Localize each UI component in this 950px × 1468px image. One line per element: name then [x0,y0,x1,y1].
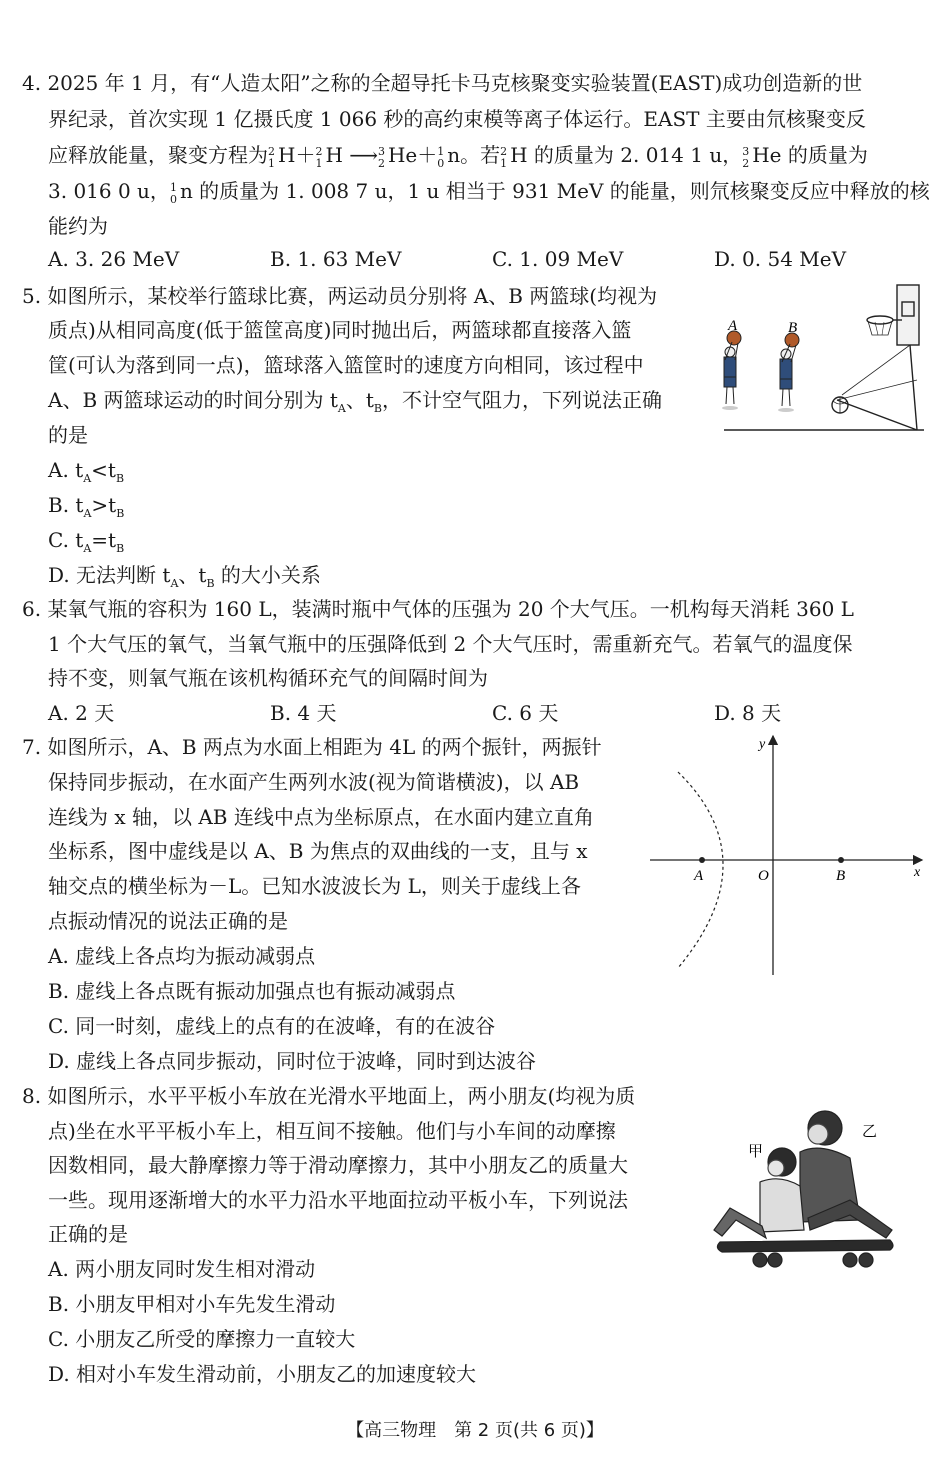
q7-option-a[interactable]: A. 虚线上各点均为振动减弱点 [48,944,316,968]
q6-line-2: 1 个大气压的氧气，当氧气瓶中的压强降低到 2 个大气压时，需重新充气。若氧气的温度保 [48,632,853,656]
q4-option-a[interactable]: A. 3. 26 MeV [48,247,180,271]
q7-line-6: 点振动情况的说法正确的是 [48,909,288,933]
point-b-label: B [836,868,846,884]
page-footer: 【高三物理 第 2 页(共 6 页)】 [346,1420,604,1441]
q4-option-c[interactable]: C. 1. 09 MeV [492,247,624,271]
origin-label: O [758,868,769,884]
q6-line-1: 6. 某氧气瓶的容积为 160 L，装满时瓶中气体的压强为 20 个大气压。一机构每天消耗 360 L [22,597,854,621]
q5-line-3: 筐(可认为落到同一点)，篮球落入篮筐时的速度方向相同，该过程中 [48,353,644,377]
q6-option-b[interactable]: B. 4 天 [270,701,337,725]
q7-line-3: 连线为 x 轴，以 AB 连线中点为坐标原点，在水面内建立直角 [48,805,594,829]
q8-line-3: 因数相同，最大静摩擦力等于滑动摩擦力，其中小朋友乙的质量大 [48,1153,628,1177]
q5-option-a[interactable]: A. $t_A<t_B$ [48,458,125,485]
figure-label-b: B [788,320,798,336]
q4-option-d[interactable]: D. 0. 54 MeV [714,247,847,271]
q5-line-2: 质点)从相同高度(低于篮筐高度)同时抛出后，两篮球都直接落入篮 [48,318,632,342]
kids-on-cart-figure [700,1090,900,1280]
hyperbola-figure [640,730,940,980]
q5-option-b[interactable]: B. $t_A>t_B$ [48,493,125,520]
label-yi: 乙 [862,1124,878,1140]
q8-option-a[interactable]: A. 两小朋友同时发生相对滑动 [48,1257,316,1281]
q7-line-5: 轴交点的横坐标为－L。已知水波波长为 L，则关于虚线上各 [48,874,581,898]
label-jia: 甲 [748,1144,764,1160]
q8-option-b[interactable]: B. 小朋友甲相对小车先发生滑动 [48,1292,336,1316]
q8-line-4: 一些。现用逐渐增大的水平力沿水平地面拉动平板小车，下列说法 [48,1188,628,1212]
q5-line-5: 的是 [48,423,88,447]
q8-line-1: 8. 如图所示，水平平板小车放在光滑水平地面上，两小朋友(均视为质 [22,1084,636,1108]
q4-line-1: 4. 2025 年 1 月，有“人造太阳”之称的全超导托卡马克核聚变实验装置(EAST)成功创造新的世 [22,71,863,95]
q5-line-1: 5. 如图所示，某校举行篮球比赛，两运动员分别将 A、B 两篮球(均视为 [22,284,658,308]
figure-label-a: A [728,318,738,334]
point-a-label: A [694,868,704,884]
q5-line-4: A、B 两篮球运动的时间分别为 $t_A$、$t_B$，不计空气阻力，下列说法正确 [48,388,662,415]
q4-line-3: 应释放能量，聚变方程为 2 1 H＋ 2 1 H ⟶ 3 2 He＋ 1 0 n。若 2 1 H 的质量为 2. 014 1 u， 3 2 He 的质量为 [48,143,868,170]
y-axis-label: y [759,737,766,752]
point-a [699,857,705,863]
q4-line-2: 界纪录，首次实现 1 亿摄氏度 1 066 秒的高约束模等离子体运行。EAST 主要由氘核聚变反 [48,107,866,131]
x-axis-label: x [914,865,921,880]
q7-line-4: 坐标系，图中虚线是以 A、B 为焦点的双曲线的一支，且与 x [48,839,588,863]
player-a [722,331,741,410]
player-b [778,333,799,412]
q8-line-2: 点)坐在水平平板小车上，相互间不接触。他们与小车间的动摩擦 [48,1119,616,1143]
q7-option-c[interactable]: C. 同一时刻，虚线上的点有的在波峰，有的在波谷 [48,1014,496,1038]
basketball-figure [712,280,927,440]
q5-option-c[interactable]: C. $t_A=t_B$ [48,528,125,555]
q4-option-b[interactable]: B. 1. 63 MeV [270,247,402,271]
q8-option-d[interactable]: D. 相对小车发生滑动前，小朋友乙的加速度较大 [48,1362,477,1386]
point-b [838,857,844,863]
q7-option-b[interactable]: B. 虚线上各点既有振动加强点也有振动减弱点 [48,979,456,1003]
q7-option-d[interactable]: D. 虚线上各点同步振动，同时位于波峰，同时到达波谷 [48,1049,537,1073]
q6-line-3: 持不变，则氧气瓶在该机构循环充气的间隔时间为 [48,666,488,690]
q8-line-5: 正确的是 [48,1222,128,1246]
q7-line-1: 7. 如图所示，A、B 两点为水面上相距为 4L 的两个振针，两振针 [22,735,602,759]
q6-option-c[interactable]: C. 6 天 [492,701,559,725]
q4-line-5: 能约为 [48,214,108,238]
q7-line-2: 保持同步振动，在水面产生两列水波(视为简谐横波)，以 AB [48,770,580,794]
q4-line-4: 3. 016 0 u， 1 0 n 的质量为 1. 008 7 u，1 u 相当于 931 MeV 的能量，则氘核聚变反应中释放的核 [48,179,930,206]
q8-option-c[interactable]: C. 小朋友乙所受的摩擦力一直较大 [48,1327,356,1351]
q6-option-a[interactable]: A. 2 天 [48,701,115,725]
q5-option-d[interactable]: D. 无法判断 $t_A$、$t_B$ 的大小关系 [48,563,321,590]
q6-option-d[interactable]: D. 8 天 [714,701,782,725]
